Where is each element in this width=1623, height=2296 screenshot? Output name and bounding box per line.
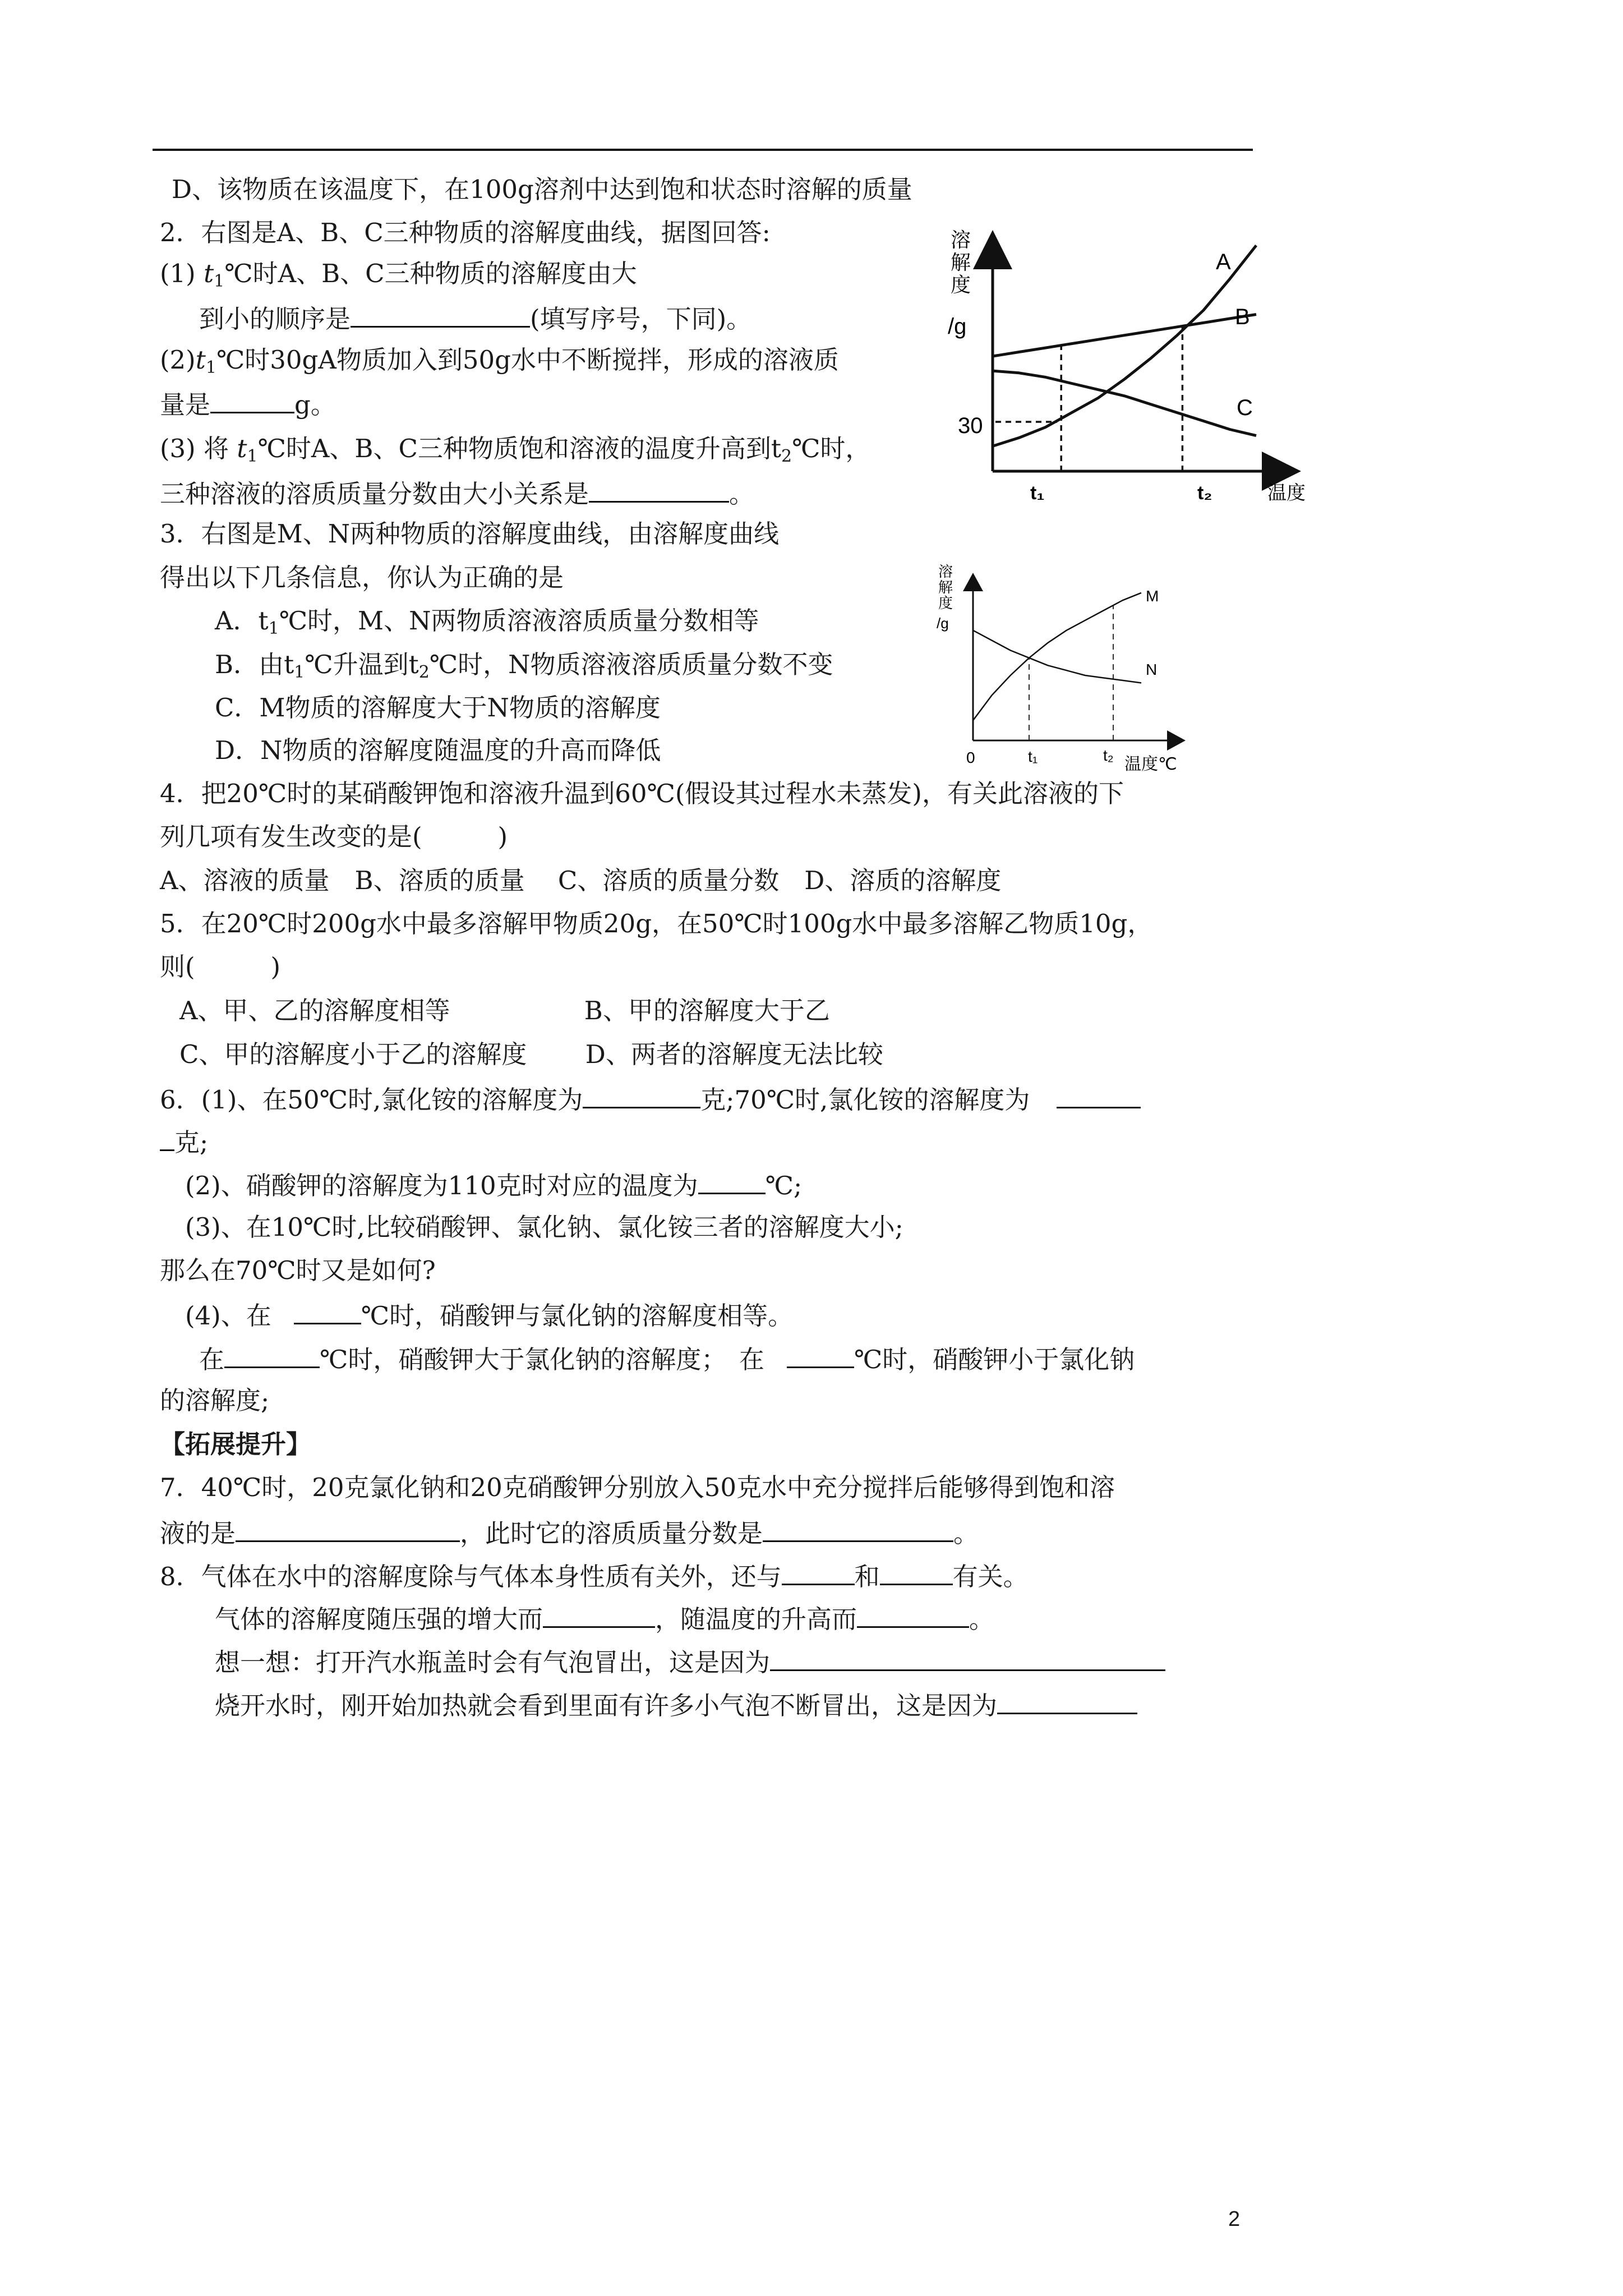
y-label-line: 解	[951, 251, 971, 274]
answer-blank[interactable]	[763, 1515, 953, 1542]
q7-line1: 7．40℃时，20克氯化钠和20克硝酸钾分别放入50克水中充分搅拌后能够得到饱和溶	[160, 1473, 1115, 1502]
chart-abc	[942, 224, 1329, 505]
q8-line2: 气体的溶解度随压强的增大而 ，随温度的升高而 。	[215, 1600, 994, 1636]
section-heading: 【拓展提升】	[160, 1429, 312, 1459]
answer-blank[interactable]	[160, 1124, 174, 1151]
q2-part2-line1: $(2)t_1℃$时30gA物质加入到50g水中不断搅拌，形成的溶液质	[160, 345, 839, 378]
q2-part1-line2: 到小的顺序是 (填写序号，下同)。	[199, 300, 751, 336]
label-c: C	[1237, 395, 1253, 420]
label-n: N	[1146, 661, 1158, 678]
origin: 0	[966, 749, 975, 766]
label-m: M	[1146, 587, 1159, 605]
q2-part2-line2: 量是 g。	[160, 386, 336, 422]
label-a: A	[1216, 250, 1231, 274]
q3-option-a: A．$t_1℃$时，M、N两物质溶液溶质质量分数相等	[215, 606, 759, 638]
answer-blank[interactable]	[294, 1297, 361, 1324]
q3-option-c: C．M物质的溶解度大于N物质的溶解度	[215, 693, 661, 723]
q3-intro-line1: 3．右图是M、N两种物质的溶解度曲线，由溶解度曲线	[160, 519, 780, 549]
q8-line4: 烧开水时，刚开始加热就会看到里面有许多小气泡不断冒出，这是因为	[215, 1687, 1137, 1723]
y-label-unit: /g	[937, 615, 949, 632]
q2-part1-line1: (1) $t_1℃$时A、B、C三种物质的溶解度由大	[160, 259, 637, 291]
q2-part3-line2: 三种溶液的溶质质量分数由大小关系是 。	[160, 475, 754, 511]
curve-n	[973, 631, 1141, 683]
q3-intro-line2: 得出以下几条信息，你认为正确的是	[160, 563, 564, 592]
q6-line8: 的溶解度;	[160, 1386, 270, 1415]
q4-line1: 4．把20℃时的某硝酸钾饱和溶液升温到60℃(假设其过程水未蒸发)，有关此溶液的下	[160, 779, 1124, 808]
answer-blank[interactable]	[236, 1515, 460, 1542]
curve-b	[993, 315, 1256, 357]
answer-blank[interactable]	[857, 1600, 969, 1628]
page-number: 2	[1228, 2207, 1241, 2231]
q5-line1: 5．在20℃时200g水中最多溶解甲物质20g，在50℃时100g水中最多溶解乙物质10g，	[160, 909, 1153, 938]
x-mark-t1: t₁	[1030, 482, 1045, 504]
answer-blank[interactable]	[1057, 1081, 1141, 1108]
q2-part3-line1: (3) 将 $t_1℃$时A、B、C三种物质饱和溶液的温度升高到$t_2℃$时，	[160, 434, 871, 466]
q6-line6: (4)、在 ℃时，硝酸钾与氯化钠的溶解度相等。	[185, 1297, 793, 1333]
q1-option-d: D、该物质在该温度下，在100g溶剂中达到饱和状态时溶解的质量	[172, 174, 912, 204]
answer-blank[interactable]	[782, 1558, 855, 1585]
q6-line3: (2)、硝酸钾的溶解度为110克时对应的温度为 ℃;	[185, 1167, 802, 1203]
curve-a	[993, 246, 1256, 447]
answer-blank[interactable]	[880, 1558, 953, 1585]
answer-blank[interactable]	[770, 1644, 1165, 1671]
q3-option-d: D．N物质的溶解度随温度的升高而降低	[215, 735, 661, 765]
y-label-line: 度	[938, 595, 953, 611]
q6-line5: 那么在70℃时又是如何?	[160, 1255, 436, 1285]
q6-line4: (3)、在10℃时,比较硝酸钾、氯化钠、氯化铵三者的溶解度大小;	[185, 1212, 903, 1242]
answer-blank[interactable]	[351, 300, 530, 328]
q6-line2: 克;	[160, 1124, 208, 1159]
label-b: B	[1235, 305, 1250, 329]
q5-line2: 则( )	[160, 952, 281, 982]
answer-blank[interactable]	[210, 386, 294, 413]
x-mark-t2: t₂	[1103, 747, 1114, 764]
answer-blank[interactable]	[787, 1341, 854, 1368]
q4-options: A、溶液的质量 B、溶质的质量 C、溶质的质量分数 D、溶质的溶解度	[160, 866, 1002, 895]
y-label-unit: /g	[948, 314, 967, 339]
q5-options-cd: C、甲的溶解度小于乙的溶解度 D、两者的溶解度无法比较	[179, 1039, 883, 1069]
y-label-line: 度	[951, 273, 971, 296]
answer-blank[interactable]	[224, 1341, 320, 1368]
x-mark-t1: t₁	[1028, 748, 1038, 765]
x-mark-t2: t₂	[1197, 482, 1212, 504]
answer-blank[interactable]	[583, 1081, 700, 1108]
x-label: 温度	[1267, 482, 1306, 504]
curve-m	[973, 593, 1141, 721]
chart-mn	[934, 561, 1253, 774]
q2-intro: 2．右图是A、B、C三种物质的溶解度曲线，据图回答:	[160, 218, 771, 247]
q5-options-ab: A、甲、乙的溶解度相等 B、甲的溶解度大于乙	[179, 996, 830, 1025]
y-tick-30: 30	[958, 413, 983, 438]
answer-blank[interactable]	[543, 1600, 655, 1628]
q4-line2: 列几项有发生改变的是( )	[160, 822, 508, 852]
answer-blank[interactable]	[589, 475, 729, 503]
q7-line2: 液的是 ，此时它的溶质质量分数是 。	[160, 1515, 979, 1550]
q6-line1: 6．(1)、在50℃时,氯化铵的溶解度为 克;70℃时,氯化铵的溶解度为	[160, 1081, 1141, 1117]
q8-line1: 8．气体在水中的溶解度除与气体本身性质有关外，还与 和 有关。	[160, 1558, 1029, 1594]
answer-blank[interactable]	[997, 1687, 1137, 1714]
x-label: 温度℃	[1124, 755, 1177, 774]
answer-blank[interactable]	[698, 1167, 766, 1194]
y-label-line: 溶	[938, 563, 953, 580]
q3-option-b: B．由$t_1℃$升温到$t_2℃$时，N物质溶液溶质质量分数不变	[215, 650, 833, 682]
y-label-line: 溶	[951, 228, 971, 251]
q6-line7: 在 ℃时，硝酸钾大于氯化钠的溶解度； 在 ℃时，硝酸钾小于氯化钠	[199, 1341, 1135, 1377]
header-rule	[153, 149, 1253, 151]
q8-line3: 想一想：打开汽水瓶盖时会有气泡冒出，这是因为	[215, 1644, 1165, 1680]
y-label-line: 解	[938, 579, 953, 596]
